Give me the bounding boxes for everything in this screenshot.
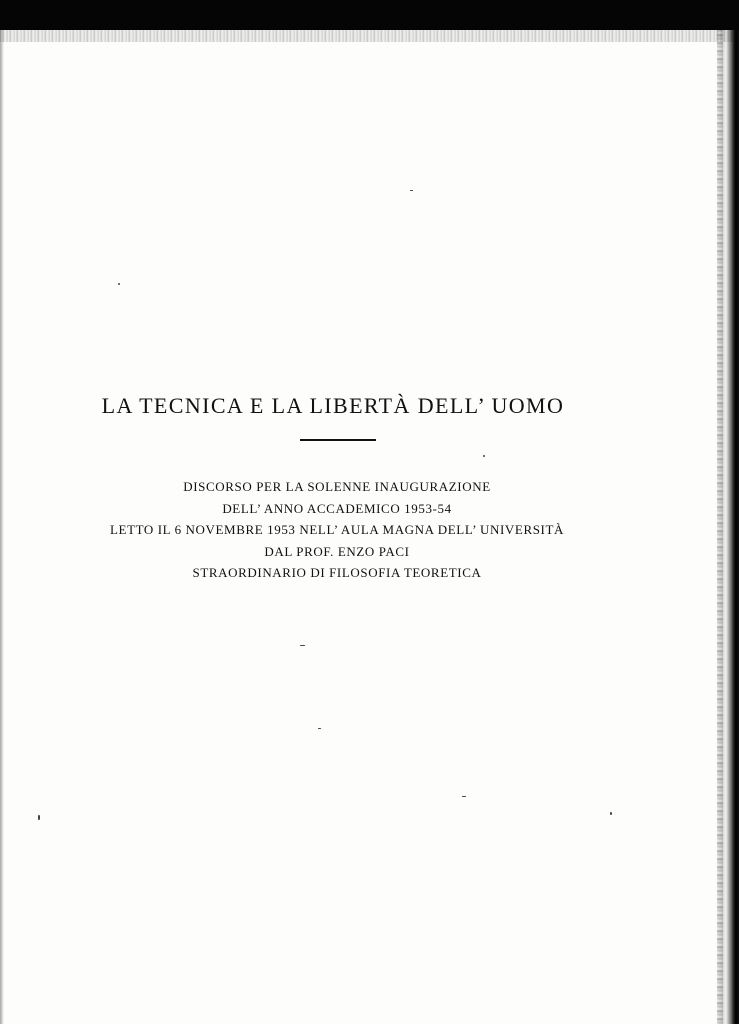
document-title: LA TECNICA E LA LIBERTÀ DELL’ UOMO	[101, 393, 565, 418]
subtitle-line-data: LETTO IL 6 NOVEMBRE 1953 NELL’ AULA MAGNA DELL’ UNIVERSITÀ	[109, 522, 565, 537]
scan-binding-noise	[717, 30, 723, 1024]
dust-speck	[300, 645, 305, 646]
subtitle-block	[0, 476, 674, 584]
scan-top-border	[0, 0, 739, 30]
dust-speck	[483, 455, 485, 457]
dust-speck	[318, 728, 321, 729]
dust-speck	[462, 796, 466, 797]
dust-speck	[118, 283, 120, 285]
scan-top-noise	[0, 30, 739, 42]
subtitle-line-discorso: DISCORSO PER LA SOLENNE INAUGURAZIONE	[183, 479, 491, 494]
subtitle-line-author: DAL PROF. ENZO PACI	[264, 543, 410, 559]
subtitle-line-role: STRAORDINARIO DI FILOSOFIA TEORETICA	[192, 565, 482, 580]
dust-speck	[38, 815, 40, 820]
title-rule	[300, 439, 376, 441]
dust-speck	[410, 190, 413, 191]
dust-speck	[610, 812, 612, 815]
subtitle-line-anno: DELL’ ANNO ACCADEMICO 1953-54	[222, 500, 452, 516]
